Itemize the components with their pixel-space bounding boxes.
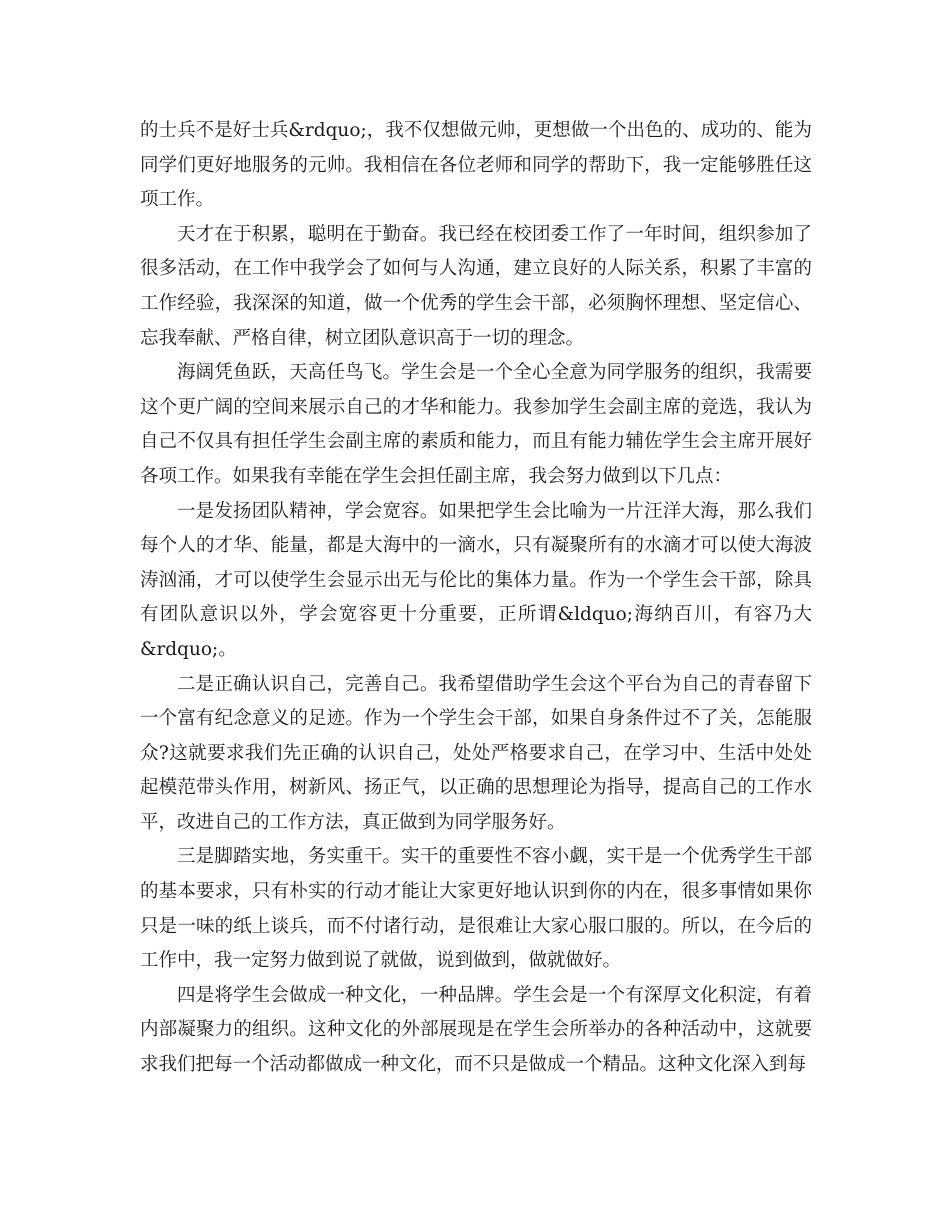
- paragraph-7: 四是将学生会做成一种文化，一种品牌。学生会是一个有深厚文化积淀，有着内部凝聚力的组织。这种文化的外部展现是在学生会所举办的各种活动中，这就要求我们把每一个活动都做成一种文化，而不只是做成一个精品。这种文化深入到每: [140, 984, 812, 1076]
- paragraph-3: 海阔凭鱼跃，天高任鸟飞。学生会是一个全心全意为同学服务的组织，我需要这个更广阔的空间来展示自己的才华和能力。我参加学生会副主席的竞选，我认为自己不仅具有担任学生会副主席的素质和能力，而且有能力辅佐学生会主席开展好各项工作。如果我有幸能在学生会担任副主席，我会努力做到以下几点：: [140, 362, 812, 487]
- paragraph-4: 一是发扬团队精神，学会宽容。如果把学生会比喻为一片汪洋大海，那么我们每个人的才华、能量，都是大海中的一滴水，只有凝聚所有的水滴才可以使大海波涛汹涌，才可以使学生会显示出无与伦比的集体力量。作为一个学生会干部，除具有团队意识以外，学会宽容更十分重要，正所谓&ldquo;海纳百川，有容乃大&rdquo;。: [140, 500, 812, 660]
- paragraph-5: 二是正确认识自己，完善自己。我希望借助学生会这个平台为自己的青春留下一个富有纪念意义的足迹。作为一个学生会干部，如果自身条件过不了关，怎能服众?这就要求我们先正确的认识自己，处处严格要求自己，在学习中、生活中处处起模范带头作用，树新风、扬正气，以正确的思想理论为指导，提高自己的工作水平，改进自己的工作方法，真正做到为同学服务好。: [140, 673, 812, 833]
- document-body: [140, 114, 812, 1083]
- paragraph-2: 天才在于积累，聪明在于勤奋。我已经在校团委工作了一年时间，组织参加了很多活动，在工作中我学会了如何与人沟通，建立良好的人际关系，积累了丰富的工作经验，我深深的知道，做一个优秀的学生会干部，必须胸怀理想、坚定信心、忘我奉献、严格自律，树立团队意识高于一切的理念。: [140, 223, 812, 349]
- paragraph-1: 的士兵不是好士兵&rdquo;，我不仅想做元帅，更想做一个出色的、成功的、能为同学们更好地服务的元帅。我相信在各位老师和同学的帮助下，我一定能够胜任这项工作。: [140, 120, 812, 211]
- paragraph-6: 三是脚踏实地，务实重干。实干的重要性不容小觑，实干是一个优秀学生干部的基本要求，只有朴实的行动才能让大家更好地认识到你的内在，很多事情如果你只是一味的纸上谈兵，而不付诸行动，是很难让大家心服口服的。所以，在今后的工作中，我一定努力做到说了就做，说到做到，做就做好。: [140, 846, 812, 972]
